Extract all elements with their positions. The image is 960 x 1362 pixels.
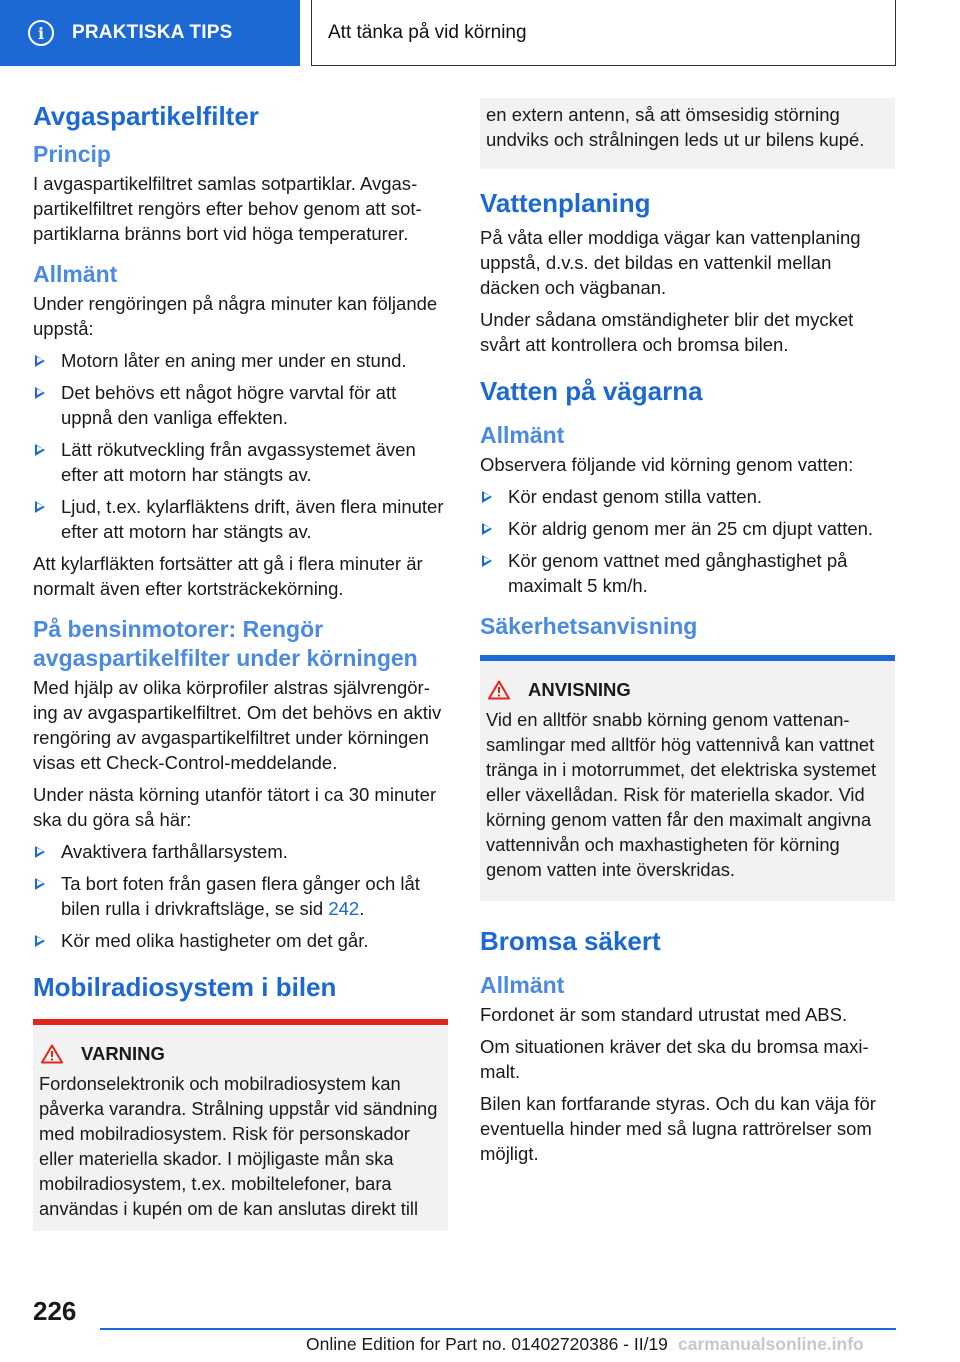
warning-triangle-icon <box>488 680 510 700</box>
footer-divider <box>100 1328 896 1330</box>
paragraph-vattenplaning-1: På våta eller moddiga vägar kan vattenplaning uppstå, d.v.s. det bildas en vattenkil mellan däcken och vägbanan. <box>480 227 861 298</box>
list-item: Lätt rökutveckling från avgassystemet även efter att motorn har stängts av. <box>33 437 448 487</box>
heading-bromsa-sakert: Bromsa säkert <box>480 926 661 956</box>
list-item: Ta bort foten från gasen flera gånger och låt bilen rulla i drivkraftsläge, se sid 242. <box>33 871 448 921</box>
page-header <box>0 0 960 66</box>
paragraph-bromsa-1: Fordonet är som standard utrustat med ABS. <box>480 1004 848 1025</box>
triangle-bullet-icon <box>35 444 45 456</box>
heading-princip: Princip <box>33 141 111 167</box>
list-cleaning-effects <box>33 348 448 544</box>
triangle-bullet-icon <box>35 355 45 367</box>
heading-vatten-pa-vagarna: Vatten på vägarna <box>480 376 703 406</box>
triangle-bullet-icon <box>35 935 45 947</box>
warning-box-continued <box>480 98 895 169</box>
list-item: Kör genom vattnet med gånghastighet på maximalt 5 km/h. <box>480 548 895 598</box>
list-item: Ljud, t.ex. kylarfläktens drift, även flera minuter efter att motorn har stängts av. <box>33 494 448 544</box>
paragraph-allmant: Under rengöringen på några minuter kan följande uppstå: <box>33 293 438 339</box>
footer-edition: Online Edition for Part no. 01402720386 - II/19 <box>306 1334 668 1354</box>
paragraph-bromsa-3: Bilen kan fortfarande styras. Och du kan väja för eventuella hinder med så lugna rattrörelser som möjligt. <box>480 1093 876 1164</box>
triangle-bullet-icon <box>482 491 492 503</box>
paragraph-bensin-2: Under nästa körning utanför tätort i ca 30 minuter ska du göra så här: <box>33 784 437 830</box>
heading-mobilradiosystem: Mobilradiosystem i bilen <box>33 972 337 1002</box>
paragraph-bromsa-2: Om situationen kräver det ska du bromsa maximalt. <box>480 1036 869 1082</box>
list-item: Motorn låter en aning mer under en stund. <box>33 348 448 373</box>
heading-vattenplaning: Vattenplaning <box>480 188 651 218</box>
paragraph-vatten: Observera följande vid körning genom vatten: <box>480 454 854 475</box>
paragraph-princip: I avgaspartikelfiltret samlas sotpartiklar. Avgaspartikelfiltret rengörs efter behov genom att sotpartiklarna bränns bort vid höga temperaturer. <box>33 173 422 244</box>
paragraph-bensin-1: Med hjälp av olika körprofiler alstras självrengöring av avgaspartikelfiltret. Om det behövs en aktiv rengöring av avgaspartikelfiltret under körningen visas ett Check-Control-meddelande. <box>33 677 442 773</box>
triangle-bullet-icon <box>35 387 45 399</box>
right-column <box>480 100 895 1173</box>
notice-title: ANVISNING <box>486 679 887 701</box>
list-item: Kör med olika hastigheter om det går. <box>33 928 448 953</box>
heading-avgaspartikelfilter: Avgaspartikelfilter <box>33 101 259 131</box>
paragraph-kylarflakt: Att kylarfläkten fortsätter att gå i flera minuter är normalt även efter kortsträckekörning. <box>33 553 423 599</box>
warning-text: Fordonselektronik och mobilradiosystem kan påverka varandra. Strålning uppstår vid sändning med mobilradiosystem. Risk för personskador eller materiella skador. I möjligaste mån ska mobilradiosystem, t.ex. mobiltelefoner, bara användas i kupén om de kan anslutas direkt till <box>39 1073 438 1219</box>
left-column <box>33 100 448 1231</box>
heading-allmant: Allmänt <box>33 261 118 287</box>
triangle-bullet-icon <box>35 878 45 890</box>
heading-allmant-vatten: Allmänt <box>480 422 565 448</box>
triangle-bullet-icon <box>35 501 45 513</box>
watermark: carmanualsonline.info <box>678 1334 864 1354</box>
list-item: Det behövs ett något högre varvtal för att uppnå den vanliga effekten. <box>33 380 448 430</box>
info-icon: i <box>28 20 54 46</box>
list-water-driving <box>480 484 895 598</box>
page-link-242[interactable]: 242 <box>328 898 360 919</box>
notice-box <box>480 655 895 901</box>
triangle-bullet-icon <box>482 523 492 535</box>
section-tab[interactable] <box>0 0 300 66</box>
heading-sakerhetsanvisning: Säkerhetsanvisning <box>480 613 698 639</box>
list-item: Avaktivera farthållarsystem. <box>33 839 448 864</box>
heading-allmant-bromsa: Allmänt <box>480 972 565 998</box>
warning-triangle-icon <box>41 1044 63 1064</box>
triangle-bullet-icon <box>482 555 492 567</box>
list-item: Kör aldrig genom mer än 25 cm djupt vatten. <box>480 516 895 541</box>
list-item: Kör endast genom stilla vatten. <box>480 484 895 509</box>
list-driving-steps <box>33 839 448 953</box>
paragraph-vattenplaning-2: Under sådana omständigheter blir det mycket svårt att kontrollera och bromsa bilen. <box>480 309 854 355</box>
notice-text: Vid en alltför snabb körning genom vattenansamlingar med alltför hög vattennivå kan vattnet tränga in i motorrummet, det elektriska systemet eller växellådan. Risk för materiella skador. Vid körning genom vatten får den maximalt angivna vattennivån och maxhastigheten för körning genom vatten inte överskridas. <box>486 709 877 880</box>
triangle-bullet-icon <box>35 846 45 858</box>
section-tab-label: PRAKTISKA TIPS <box>72 22 233 43</box>
page-number: 226 <box>33 1296 77 1326</box>
warning-title: VARNING <box>39 1043 440 1065</box>
heading-bensinmotorer: På bensinmotorer: Rengör avgaspartikelfilter under körningen <box>33 616 418 671</box>
warning-text-continued: en extern antenn, så att ömsesidig störning undviks och strålningen leds ut ur bilens kupé. <box>486 104 865 150</box>
warning-box <box>33 1019 448 1231</box>
chapter-title: Att tänka på vid körning <box>311 0 896 66</box>
